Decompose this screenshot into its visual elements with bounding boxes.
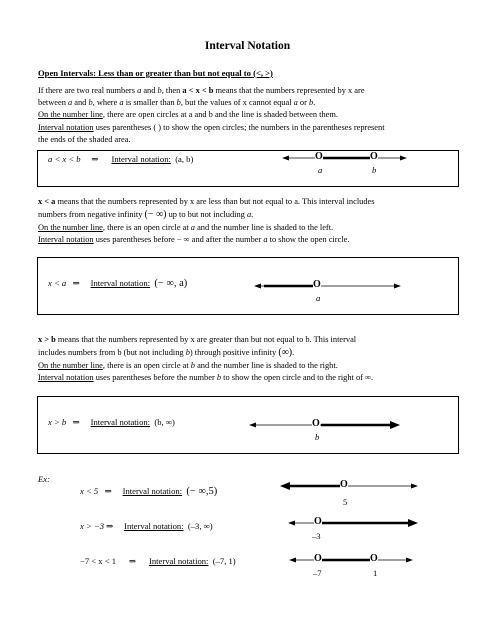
open-circle-a: O (315, 151, 323, 162)
example-1-row: x < 5 ⇒ Interval notation: (− ∞,5) (80, 486, 218, 497)
box3-row: x > b ⇒ Interval notation: (b, ∞) (48, 417, 175, 427)
open-circle-b: O (370, 151, 378, 162)
less-line-1: x < a means that the numbers represented by x are less than but not equal to a. This interval includes (38, 197, 375, 206)
open-circle-minus-3: O (314, 516, 322, 527)
example-3-row: −7 < x < 1 ⇒ Interval notation: (–7, 1) (80, 556, 236, 566)
examples-heading: Ex: (38, 474, 50, 484)
point-label-5: 5 (343, 497, 348, 507)
greater-line-2: includes numbers from b (but not including b) through positive infinity (∞). (38, 347, 295, 359)
implies-arrow: ⇒ (91, 154, 99, 164)
intro-line-2: between a and b, where a is smaller than b, but the values of x cannot equal a or b. (38, 98, 316, 108)
point-label-a: a (318, 165, 323, 175)
implies-arrow: ⇒ (104, 486, 112, 496)
point-label-1: 1 (373, 568, 378, 578)
greater-line-3: On the number line, there is an open circle at b and the number line is shaded to the right. (38, 360, 338, 370)
implies-arrow: ⇒ (72, 278, 80, 288)
open-circle-minus-7: O (314, 553, 322, 564)
less-line-3: On the number line, there is an open circle at a and the number line is shaded to the left. (38, 222, 334, 232)
implies-arrow: ⇒ (106, 521, 114, 531)
intro-line-5: the ends of the shaded area. (38, 134, 131, 144)
point-label-minus-7: –7 (313, 568, 322, 578)
intro-line-1: If there are two real numbers a and b, then a < x < b means that the numbers represented by x are (38, 86, 365, 95)
open-circle-1: O (370, 553, 378, 564)
open-intervals-heading: Open Intervals: Less than or greater than but not equal to (<, >) (38, 68, 273, 78)
box1-row: a < x < b ⇒ Interval notation: (a, b) (48, 154, 194, 164)
implies-arrow: ⇒ (72, 417, 80, 427)
point-label-minus-3: –3 (312, 531, 321, 541)
less-line-4: Interval notation uses parentheses before − ∞ and after the number a to show the open circle. (38, 234, 350, 244)
example-2-row: x > −3 ⇒ Interval notation: (–3, ∞) (80, 521, 213, 531)
intro-line-3: On the number line, there are open circles at a and b and the line is shaded between them. (38, 110, 338, 120)
less-line-2: numbers from negative infinity (− ∞) up to but not including a. (38, 209, 254, 221)
greater-line-4: Interval notation uses parentheses before the number b to show the open circle and to the right of ∞. (38, 372, 374, 382)
point-label-b: b (372, 165, 377, 175)
point-label-a: a (316, 293, 321, 303)
intro-line-4: Interval notation uses parentheses ( ) to show the open circles; the numbers in the parentheses represent (38, 122, 385, 132)
open-circle-5: O (340, 479, 348, 490)
page-title: Interval Notation (204, 40, 291, 52)
point-label-b: b (315, 432, 320, 442)
box2-row: x < a ⇒ Interval notation: (− ∞, a) (48, 278, 188, 289)
implies-arrow: ⇒ (128, 556, 137, 566)
open-circle-a: O (313, 279, 321, 290)
open-circle-b: O (312, 418, 320, 429)
greater-line-1: x > b means that the numbers represented by x are greater than but not equal to b. This interval (38, 335, 357, 344)
